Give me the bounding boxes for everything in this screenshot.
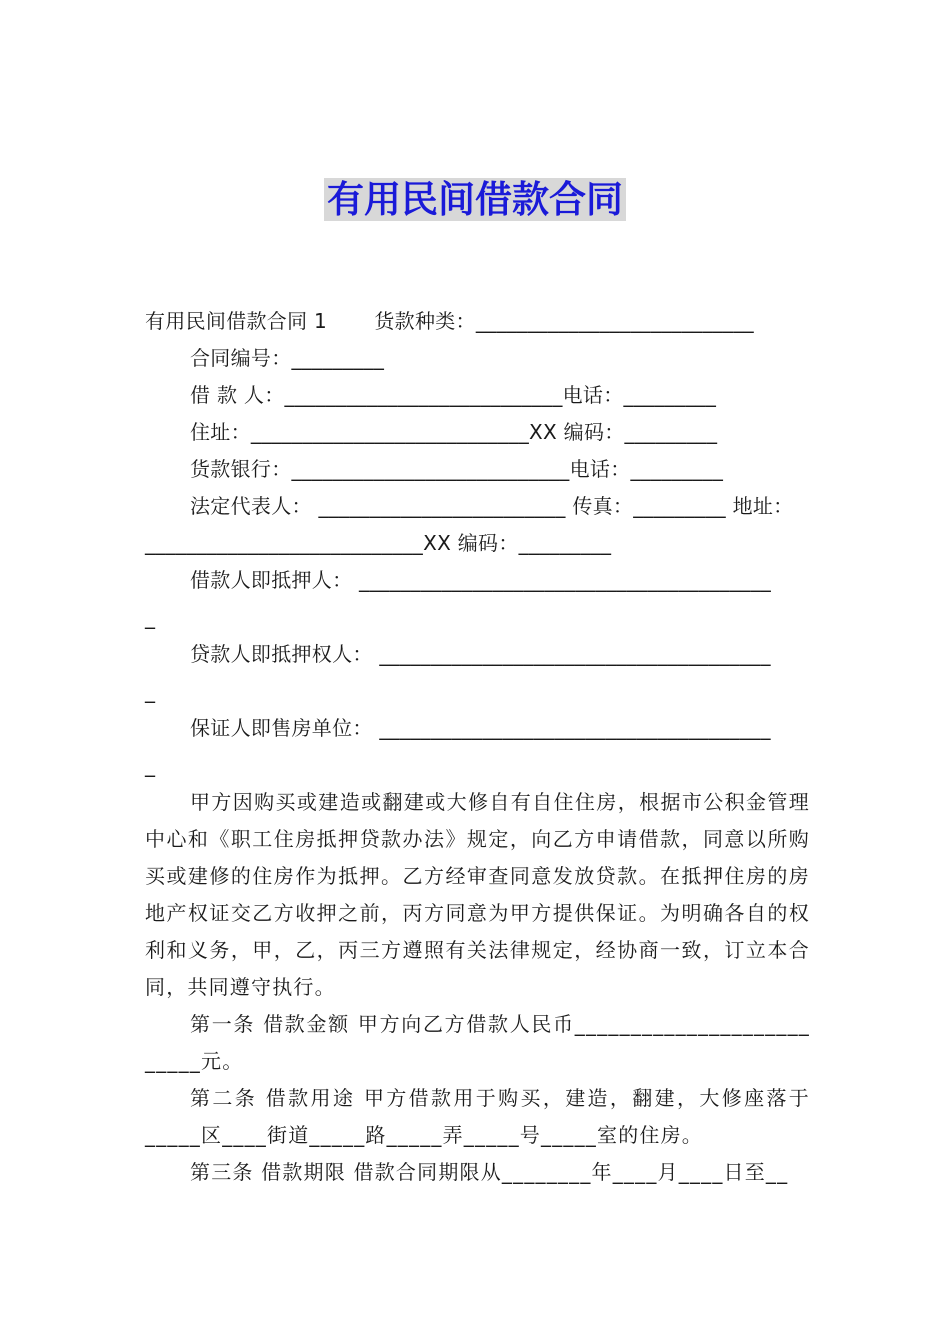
article-3-paragraph: 第三条 借款期限 借款合同期限从________年____月____日至__ <box>190 1160 789 1184</box>
contract-number-line: 合同编号：_________ <box>190 346 385 370</box>
mortgagee-line: 贷款人即抵押权人： ______________________________________ <box>190 642 771 666</box>
preamble-paragraph: 甲方因购买或建造或翻建或大修自有自住住房，根据市公积金管理中心和《职工住房抵押贷款办法》规定，向乙方申请借款，同意以所购买或建修的住房作为抵押。乙方经审查同意发放贷款。在抵押住房的房地产权证交乙方收押之前，丙方同意为甲方提供保证。为明确各自的权利和义务，甲，乙，丙三方遵照有关法律规定，经协商一致，订立本合同，共同遵守执行。 <box>145 790 810 999</box>
address-line: 住址：___________________________XX 编码：_________ <box>190 420 718 444</box>
borrower-line: 借 款 人：___________________________电话：_________ <box>190 383 717 407</box>
mortgagee-continuation: _ <box>145 679 156 703</box>
article-2-paragraph: 第二条 借款用途 甲方借款用于购买，建造，翻建，大修座落于_____区____街道_____路_____弄_____号_____室的住房。 <box>145 1086 810 1147</box>
lending-bank-line: 货款银行：___________________________电话：_________ <box>190 457 724 481</box>
mortgagor-line: 借款人即抵押人： ________________________________________ <box>190 568 772 592</box>
guarantor-continuation: _ <box>145 753 156 777</box>
mortgagor-continuation: _ <box>145 605 156 629</box>
document-title <box>0 176 950 224</box>
loan-type-line: 有用民间借款合同 1 货款种类：___________________________ <box>145 309 754 333</box>
article-1-paragraph: 第一条 借款金额 甲方向乙方借款人民币_____________________ _____元。 <box>145 1012 810 1073</box>
legal-representative-line: 法定代表人： ________________________ 传真：_________ 地址： <box>190 494 794 518</box>
guarantor-line: 保证人即售房单位： ______________________________________ <box>190 716 771 740</box>
bank-address-line: ___________________________XX 编码：_________ <box>145 531 612 555</box>
document-body <box>145 303 810 1191</box>
document-title-text: 有用民间借款合同 <box>324 178 626 221</box>
